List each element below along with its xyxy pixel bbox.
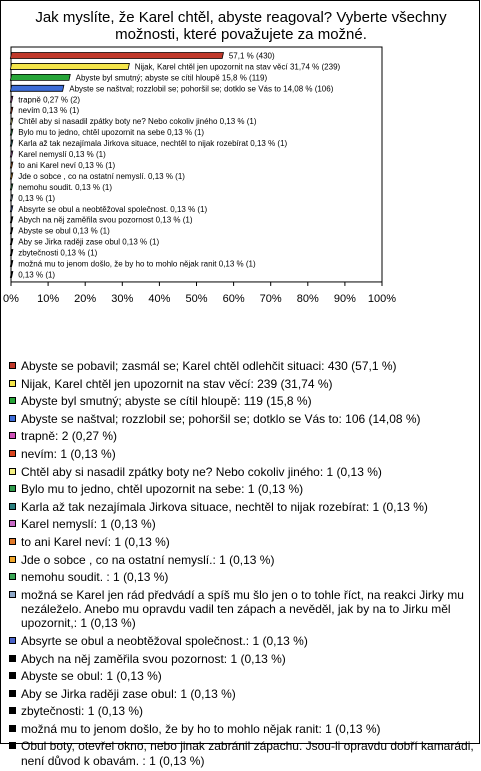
legend-swatch — [9, 637, 16, 644]
x-tick-label: 90% — [333, 292, 356, 305]
legend-swatch — [9, 485, 16, 492]
x-tick-label: 40% — [148, 292, 171, 305]
legend-swatch — [9, 362, 16, 369]
x-tick-label: 20% — [74, 292, 97, 305]
x-tick-label: 100% — [367, 292, 397, 305]
bar-data-label: Karla až tak nezajímala Jirkova situace, nechtěl to nijak rozebírat 0,13 % (1) — [18, 139, 288, 149]
legend-swatch — [9, 397, 16, 404]
legend-label: Abyste byl smutný; abyste se cítil hloupě: 119 (15,8 %) — [21, 394, 312, 409]
bar-data-label: nemohu soudit. 0,13 % (1) — [18, 182, 113, 192]
legend-item — [9, 570, 475, 584]
x-tick-label: 30% — [111, 292, 134, 305]
legend-label: nevím: 1 (0,13 %) — [21, 446, 116, 461]
legend-label: Absyrte se obul a neobtěžoval společnost.: 1 (0,13 %) — [21, 633, 308, 648]
bar-data-label: zbytečnosti 0,13 % (1) — [18, 248, 98, 258]
bar — [10, 74, 70, 80]
legend-swatch — [9, 655, 16, 662]
bar-data-label: Karel nemyslí 0,13 % (1) — [18, 150, 106, 160]
legend-swatch — [9, 725, 16, 732]
legend-swatch — [9, 503, 16, 510]
legend-item — [9, 669, 475, 683]
bar-data-label: Abych na něj zaměřila svou pozornost 0,13 % (1) — [18, 215, 193, 225]
legend-item — [9, 359, 475, 373]
x-tick-label: 70% — [259, 292, 282, 305]
bar-data-label: Aby se Jirka raději zase obul 0,13 % (1) — [18, 237, 160, 247]
legend-label: možná se Karel jen rád předvádí a spíš mu šlo jen o to tohle říct, na reakci Jirky mu nezáleželo. Anebo mu opravdu vadil ten zápach a nevěděl, jak by na to Jirku měl upozornit,: 1 (0,13 %) — [21, 587, 464, 631]
x-tick-label: 0% — [3, 292, 19, 305]
legend-swatch — [9, 432, 16, 439]
legend-label: Chtěl aby si nasadil zpátky boty ne? Nebo cokoliv jiného: 1 (0,13 %) — [21, 464, 382, 479]
legend-swatch — [9, 672, 16, 679]
legend-label: Abyste se obul: 1 (0,13 %) — [21, 669, 162, 684]
bar-plot — [1, 1, 481, 359]
legend-label: Bylo mu to jedno, chtěl upozornit na sebe: 1 (0,13 %) — [21, 482, 304, 497]
bar-data-label: Abyste se naštval; rozzlobil se; pohoršil se; dotklo se Vás to 14,08 % (106) — [69, 84, 334, 94]
legend-item — [9, 553, 475, 567]
legend-swatch — [9, 450, 16, 457]
legend-swatch — [9, 538, 16, 545]
legend-item — [9, 517, 475, 531]
legend-item — [9, 652, 475, 666]
bar-data-label: 0,13 % (1) — [18, 270, 56, 280]
legend-item — [9, 588, 475, 631]
legend-swatch — [9, 573, 16, 580]
bar-data-label: Abyste byl smutný; abyste se cítil hloupě 15,8 % (119) — [75, 73, 268, 83]
legend-label: Jde o sobce , co na ostatní nemyslí.: 1 (0,13 %) — [21, 552, 275, 567]
legend-swatch — [9, 556, 16, 563]
legend-item — [9, 429, 475, 443]
legend-label: nemohu soudit. : 1 (0,13 %) — [21, 570, 169, 585]
legend-item — [9, 500, 475, 514]
bar — [10, 63, 129, 69]
bar — [10, 52, 223, 58]
legend-swatch — [9, 380, 16, 387]
bar-data-label: Nijak, Karel chtěl jen upozornit na stav věcí 31,74 % (239) — [134, 62, 341, 72]
x-tick-label: 10% — [37, 292, 60, 305]
chart-title: Jak myslíte, že Karel chtěl, abyste reagoval? Vyberte všechny možnosti, které považujete za možné. — [35, 9, 447, 43]
x-tick-label: 60% — [222, 292, 245, 305]
legend-label: to ani Karel neví: 1 (0,13 %) — [21, 534, 170, 549]
legend-label: Karel nemyslí: 1 (0,13 %) — [21, 517, 156, 532]
x-tick-label: 80% — [296, 292, 319, 305]
legend-label: Abych na něj zaměřila svou pozornost: 1 (0,13 %) — [21, 651, 286, 666]
bar-data-label: Absyrte se obul a neobtěžoval společnost. 0,13 % (1) — [18, 204, 208, 214]
legend-item — [9, 739, 475, 768]
legend-item — [9, 704, 475, 718]
bar-data-label: trapně 0,27 % (2) — [18, 95, 81, 105]
legend-label: Abyste se pobavil; zasmál se; Karel chtěl odlehčit situaci: 430 (57,1 %) — [21, 359, 397, 373]
bar-data-label: možná mu to jenom došlo, že by ho to mohlo nějak ranit 0,13 % (1) — [18, 259, 256, 269]
legend-item — [9, 482, 475, 496]
legend-label: trapně: 2 (0,27 %) — [21, 429, 118, 444]
legend-swatch — [9, 591, 16, 598]
legend-swatch — [9, 415, 16, 422]
bar-data-label: Bylo mu to jedno, chtěl upozornit na sebe 0,13 % (1) — [18, 128, 205, 138]
legend-swatch — [9, 690, 16, 697]
legend-label: Obul boty, otevřel okno, nebo jinak zabránil zápachu. Jsou-li opravdu dobří kamarádi, není důvod k obavám. : 1 (0,13 %) — [21, 739, 474, 768]
legend-label: zbytečnosti: 1 (0,13 %) — [21, 704, 144, 719]
legend — [9, 359, 475, 771]
legend-item — [9, 394, 475, 408]
legend-label: Aby se Jirka raději zase obul: 1 (0,13 %) — [21, 686, 236, 701]
legend-item — [9, 412, 475, 426]
x-tick-label: 50% — [185, 292, 208, 305]
legend-swatch — [9, 707, 16, 714]
legend-swatch — [9, 742, 16, 749]
legend-item — [9, 447, 475, 461]
bar-data-label: to ani Karel neví 0,13 % (1) — [18, 160, 116, 170]
bar — [10, 85, 64, 91]
legend-label: Abyste se naštval; rozzlobil se; pohoršil se; dotklo se Vás to: 106 (14,08 %) — [21, 411, 421, 426]
legend-label: Karla až tak nezajímala Jirkova situace, nechtěl to nijak rozebírat: 1 (0,13 %) — [21, 499, 428, 514]
bar-data-label: 0,13 % (1) — [18, 193, 56, 203]
legend-item — [9, 377, 475, 391]
legend-swatch — [9, 468, 16, 475]
bar-data-label: 57,1 % (430) — [228, 51, 275, 61]
legend-label: Nijak, Karel chtěl jen upozornit na stav věcí: 239 (31,74 %) — [21, 376, 333, 391]
legend-item — [9, 722, 475, 736]
bar-data-label: Chtěl aby si nasadil zpátky boty ne? Nebo cokoliv jiného 0,13 % (1) — [18, 117, 257, 127]
legend-item — [9, 535, 475, 549]
bar-data-label: nevím 0,13 % (1) — [18, 106, 80, 116]
legend-item — [9, 634, 475, 648]
bar-data-label: Abyste se obul 0,13 % (1) — [18, 226, 110, 236]
legend-item — [9, 687, 475, 701]
bar-data-label: Jde o sobce , co na ostatní nemyslí. 0,13 % (1) — [18, 171, 185, 181]
legend-label: možná mu to jenom došlo, že by ho to mohlo nějak ranit: 1 (0,13 %) — [21, 721, 381, 736]
legend-item — [9, 465, 475, 479]
legend-swatch — [9, 520, 16, 527]
